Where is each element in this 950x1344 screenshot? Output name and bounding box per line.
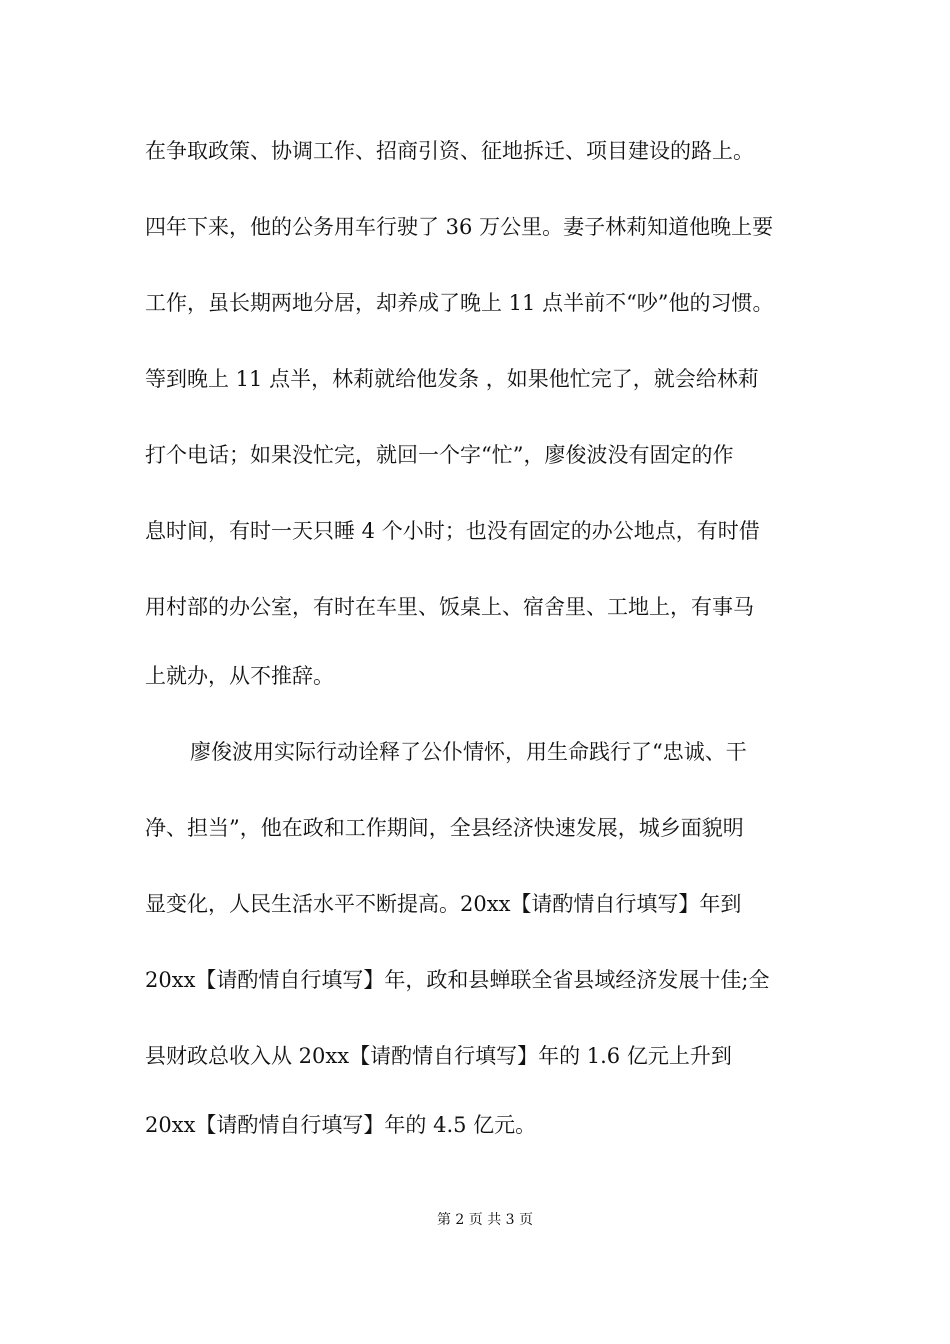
body-text-line: 等到晚上 11 点半，林莉就给他发条 ，如果他忙完了，就会给林莉 bbox=[145, 367, 759, 391]
body-text-line: 20xx【请酌情自行填写】年的 4.5 亿元。 bbox=[145, 1113, 537, 1137]
body-text-line: 四年下来，他的公务用车行驶了 36 万公里。妻子林莉知道他晚上要 bbox=[145, 215, 774, 239]
page-number-footer: 第 2 页 共 3 页 bbox=[436, 1212, 534, 1228]
body-text-line: 打个电话；如果没忙完，就回一个字“忙”，廖俊波没有固定的作 bbox=[145, 443, 734, 467]
body-text-line: 用村部的办公室，有时在车里、饭桌上、宿舍里、工地上，有事马 bbox=[145, 595, 754, 619]
paragraph-first-line: 廖俊波用实际行动诠释了公仆情怀，用生命践行了“忠诚、干 bbox=[190, 740, 747, 764]
body-text-line: 县财政总收入从 20xx【请酌情自行填写】年的 1.6 亿元上升到 bbox=[145, 1044, 732, 1068]
body-text-line: 上就办，从不推辞。 bbox=[145, 664, 334, 688]
body-text-line: 在争取政策、协调工作、招商引资、征地拆迁、项目建设的路上。 bbox=[145, 139, 754, 163]
body-text-line: 显变化，人民生活水平不断提高。20xx【请酌情自行填写】年到 bbox=[145, 892, 742, 916]
body-text-line: 净、担当”，他在政和工作期间，全县经济快速发展，城乡面貌明 bbox=[145, 816, 744, 840]
body-text-line: 工作，虽长期两地分居，却养成了晚上 11 点半前不“吵”他的习惯。 bbox=[145, 291, 774, 315]
body-text-line: 20xx【请酌情自行填写】年，政和县蝉联全省县域经济发展十佳;全 bbox=[145, 968, 770, 992]
body-text-line: 息时间，有时一天只睡 4 个小时；也没有固定的办公地点，有时借 bbox=[145, 519, 760, 543]
